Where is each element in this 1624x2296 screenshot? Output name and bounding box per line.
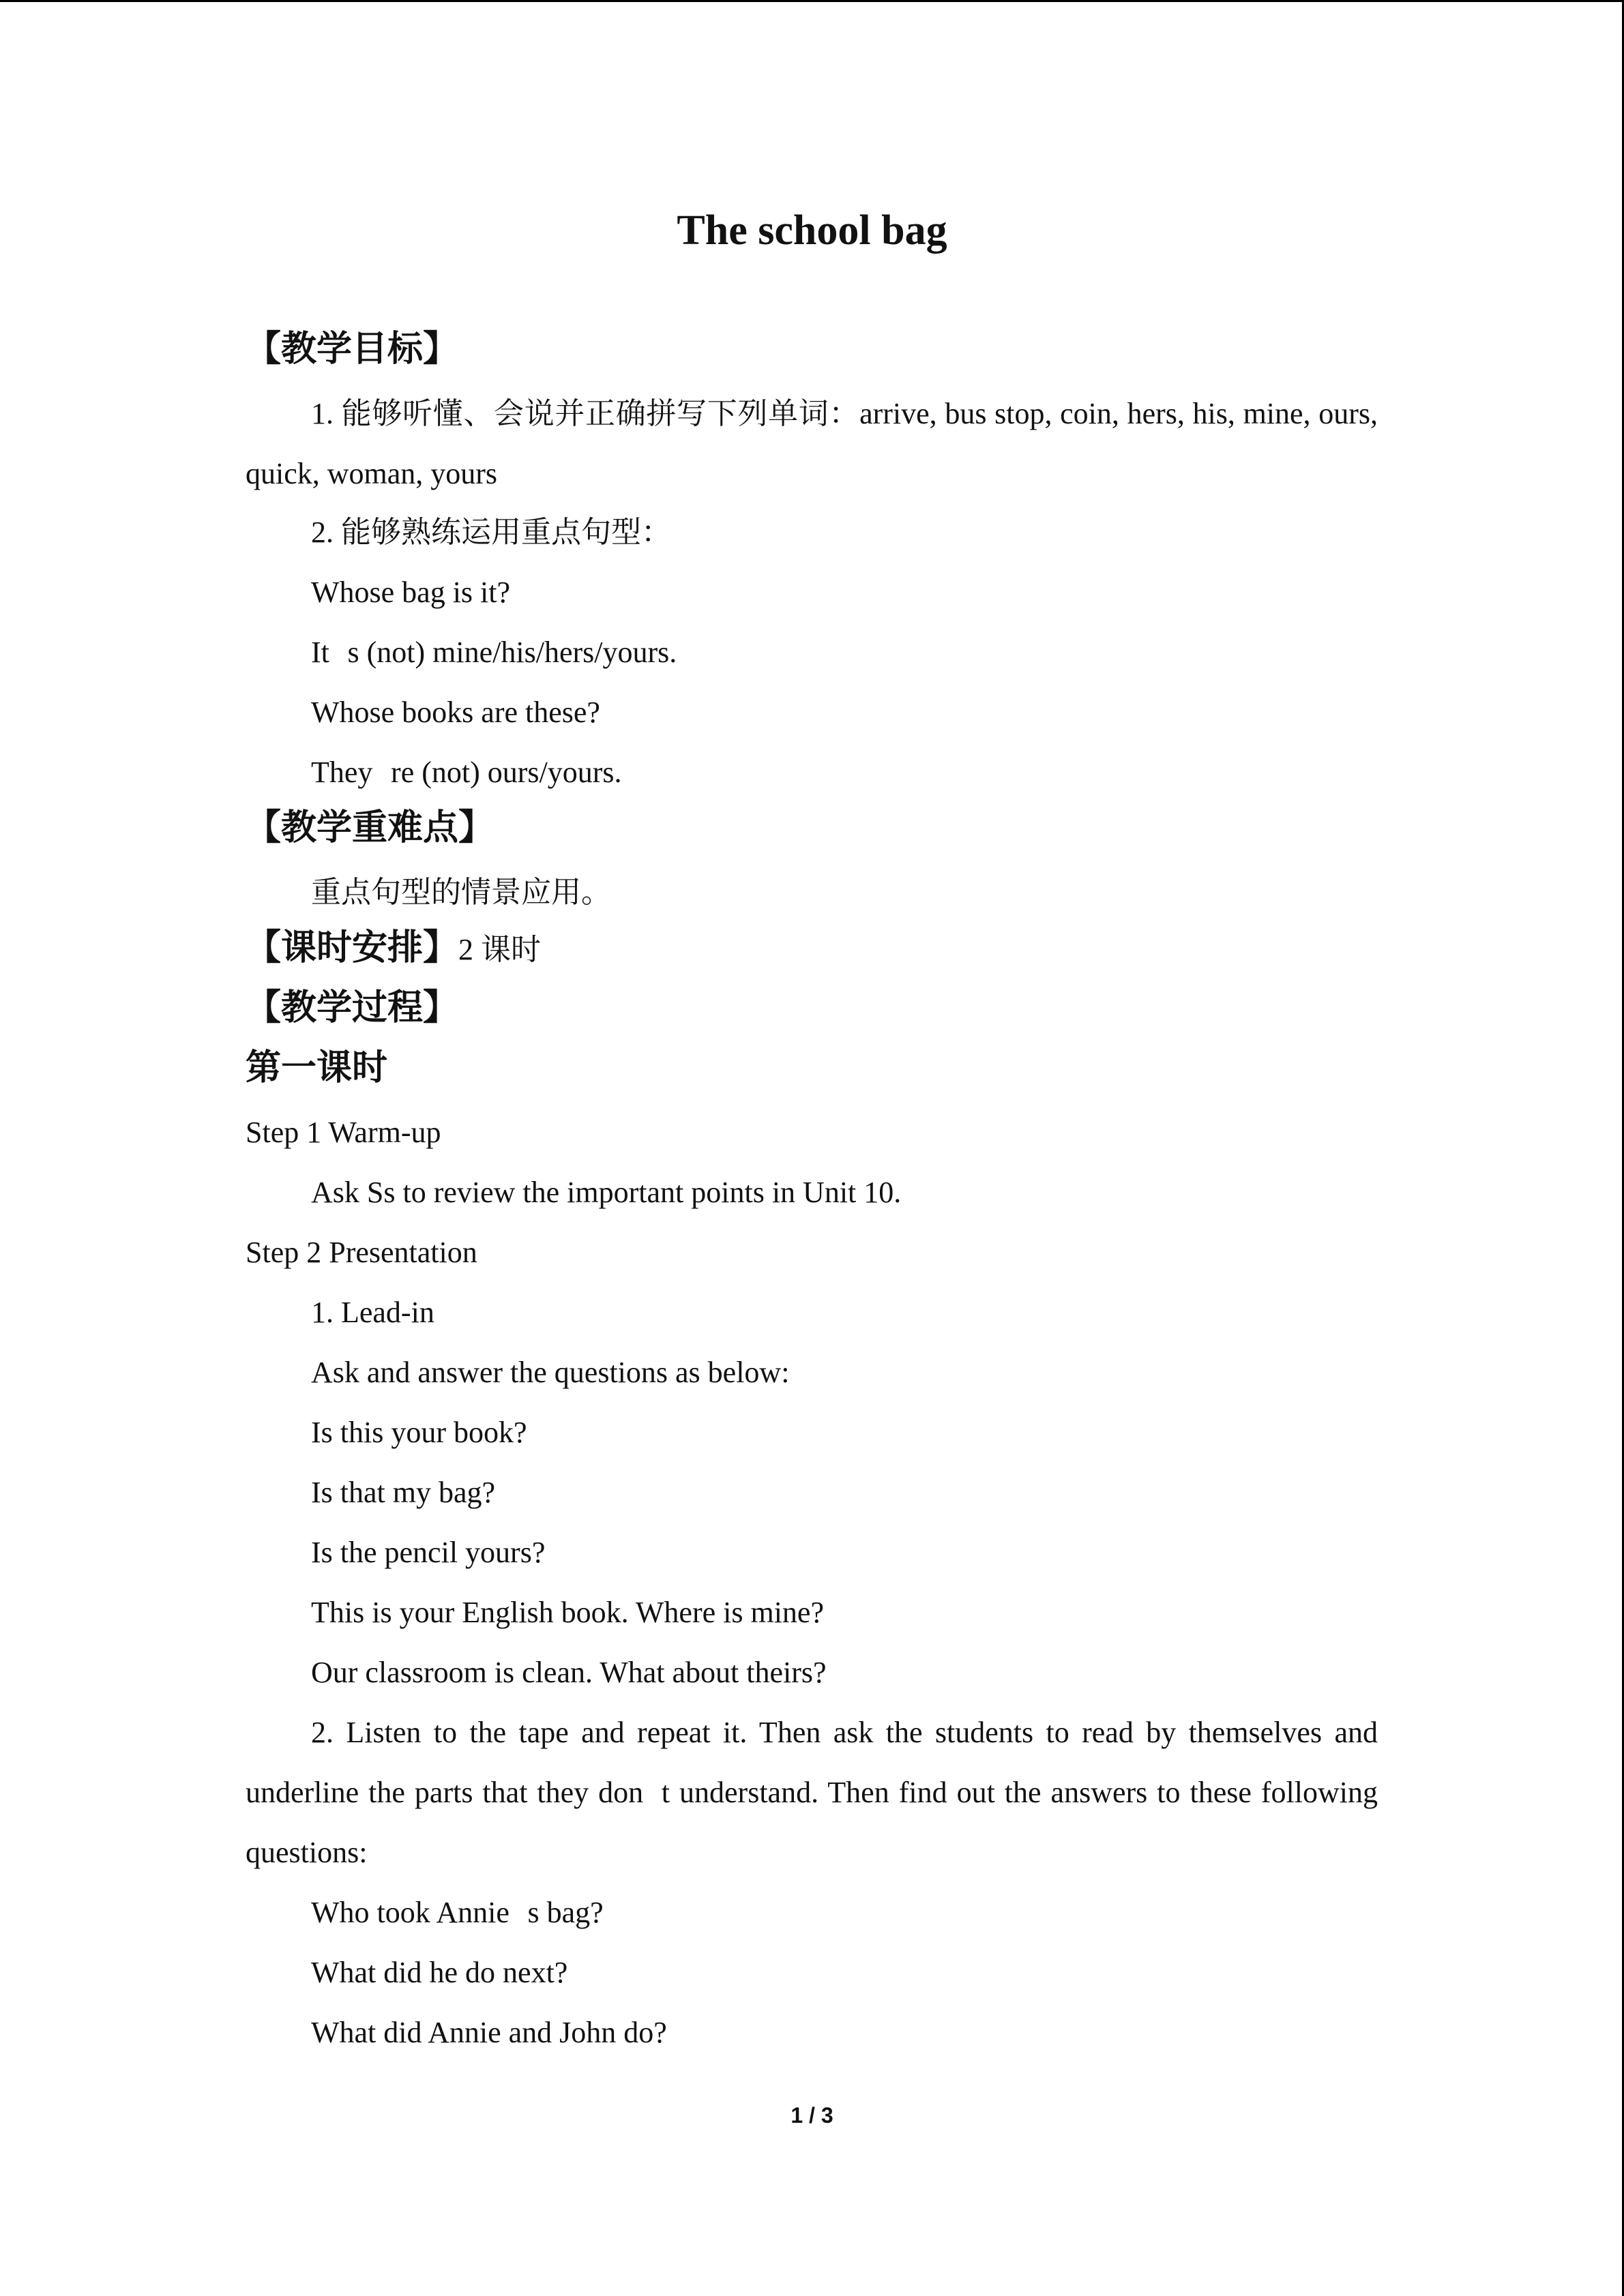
page-border-top — [0, 0, 1624, 2]
step1-title: Step 1 Warm-up — [246, 1116, 441, 1149]
objective-1: 1. 能够听懂、会说并正确拼写下列单词：arrive, bus stop, coin, hers, his, mine, ours, quick, woman, yours — [246, 397, 1378, 490]
key-points-heading: 【教学重难点】 — [246, 807, 494, 848]
key-points-text: 重点句型的情景应用。 — [311, 876, 611, 909]
page-number: 1 / 3 — [791, 2103, 833, 2128]
leadin-question: Is this your book? — [311, 1416, 527, 1449]
schedule-value: 2 课时 — [458, 933, 542, 966]
process-heading: 【教学过程】 — [246, 987, 459, 1028]
document-title: The school bag — [677, 207, 947, 254]
leadin-question: Is the pencil yours? — [311, 1536, 546, 1569]
pattern-line: Theyre (not) ours/yours. — [311, 756, 622, 789]
leadin-question: Is that my bag? — [311, 1476, 496, 1509]
leadin-instruction: Ask and answer the questions as below: — [311, 1356, 790, 1389]
listen-question: What did Annie and John do? — [311, 2016, 667, 2049]
step2-title: Step 2 Presentation — [246, 1236, 477, 1269]
leadin-question: This is your English book. Where is mine? — [311, 1596, 824, 1629]
pattern-line: Whose books are these? — [311, 696, 600, 729]
schedule-heading — [246, 927, 541, 970]
step1-text: Ask Ss to review the important points in Unit 10. — [311, 1176, 902, 1209]
objective-2: 2. 能够熟练运用重点句型： — [311, 516, 671, 549]
pattern-line: Its (not) mine/his/hers/yours. — [311, 636, 677, 669]
objectives-heading: 【教学目标】 — [246, 329, 459, 370]
leadin-question: Our classroom is clean. What about theirs? — [311, 1656, 827, 1689]
lesson-heading: 第一课时 — [246, 1047, 388, 1088]
listen-paragraph: 2. Listen to the tape and repeat it. Then ask the students to read by themselves and underline the parts that they dont understand. Then find out the answers to these following questions: — [246, 1716, 1378, 1869]
schedule-heading-label: 【课时安排】 — [246, 927, 459, 968]
leadin-label: 1. Lead-in — [311, 1296, 434, 1329]
listen-question: What did he do next? — [311, 1956, 568, 1989]
pattern-line: Whose bag is it? — [311, 576, 511, 609]
listen-question: Who took Annies bag? — [311, 1896, 604, 1929]
